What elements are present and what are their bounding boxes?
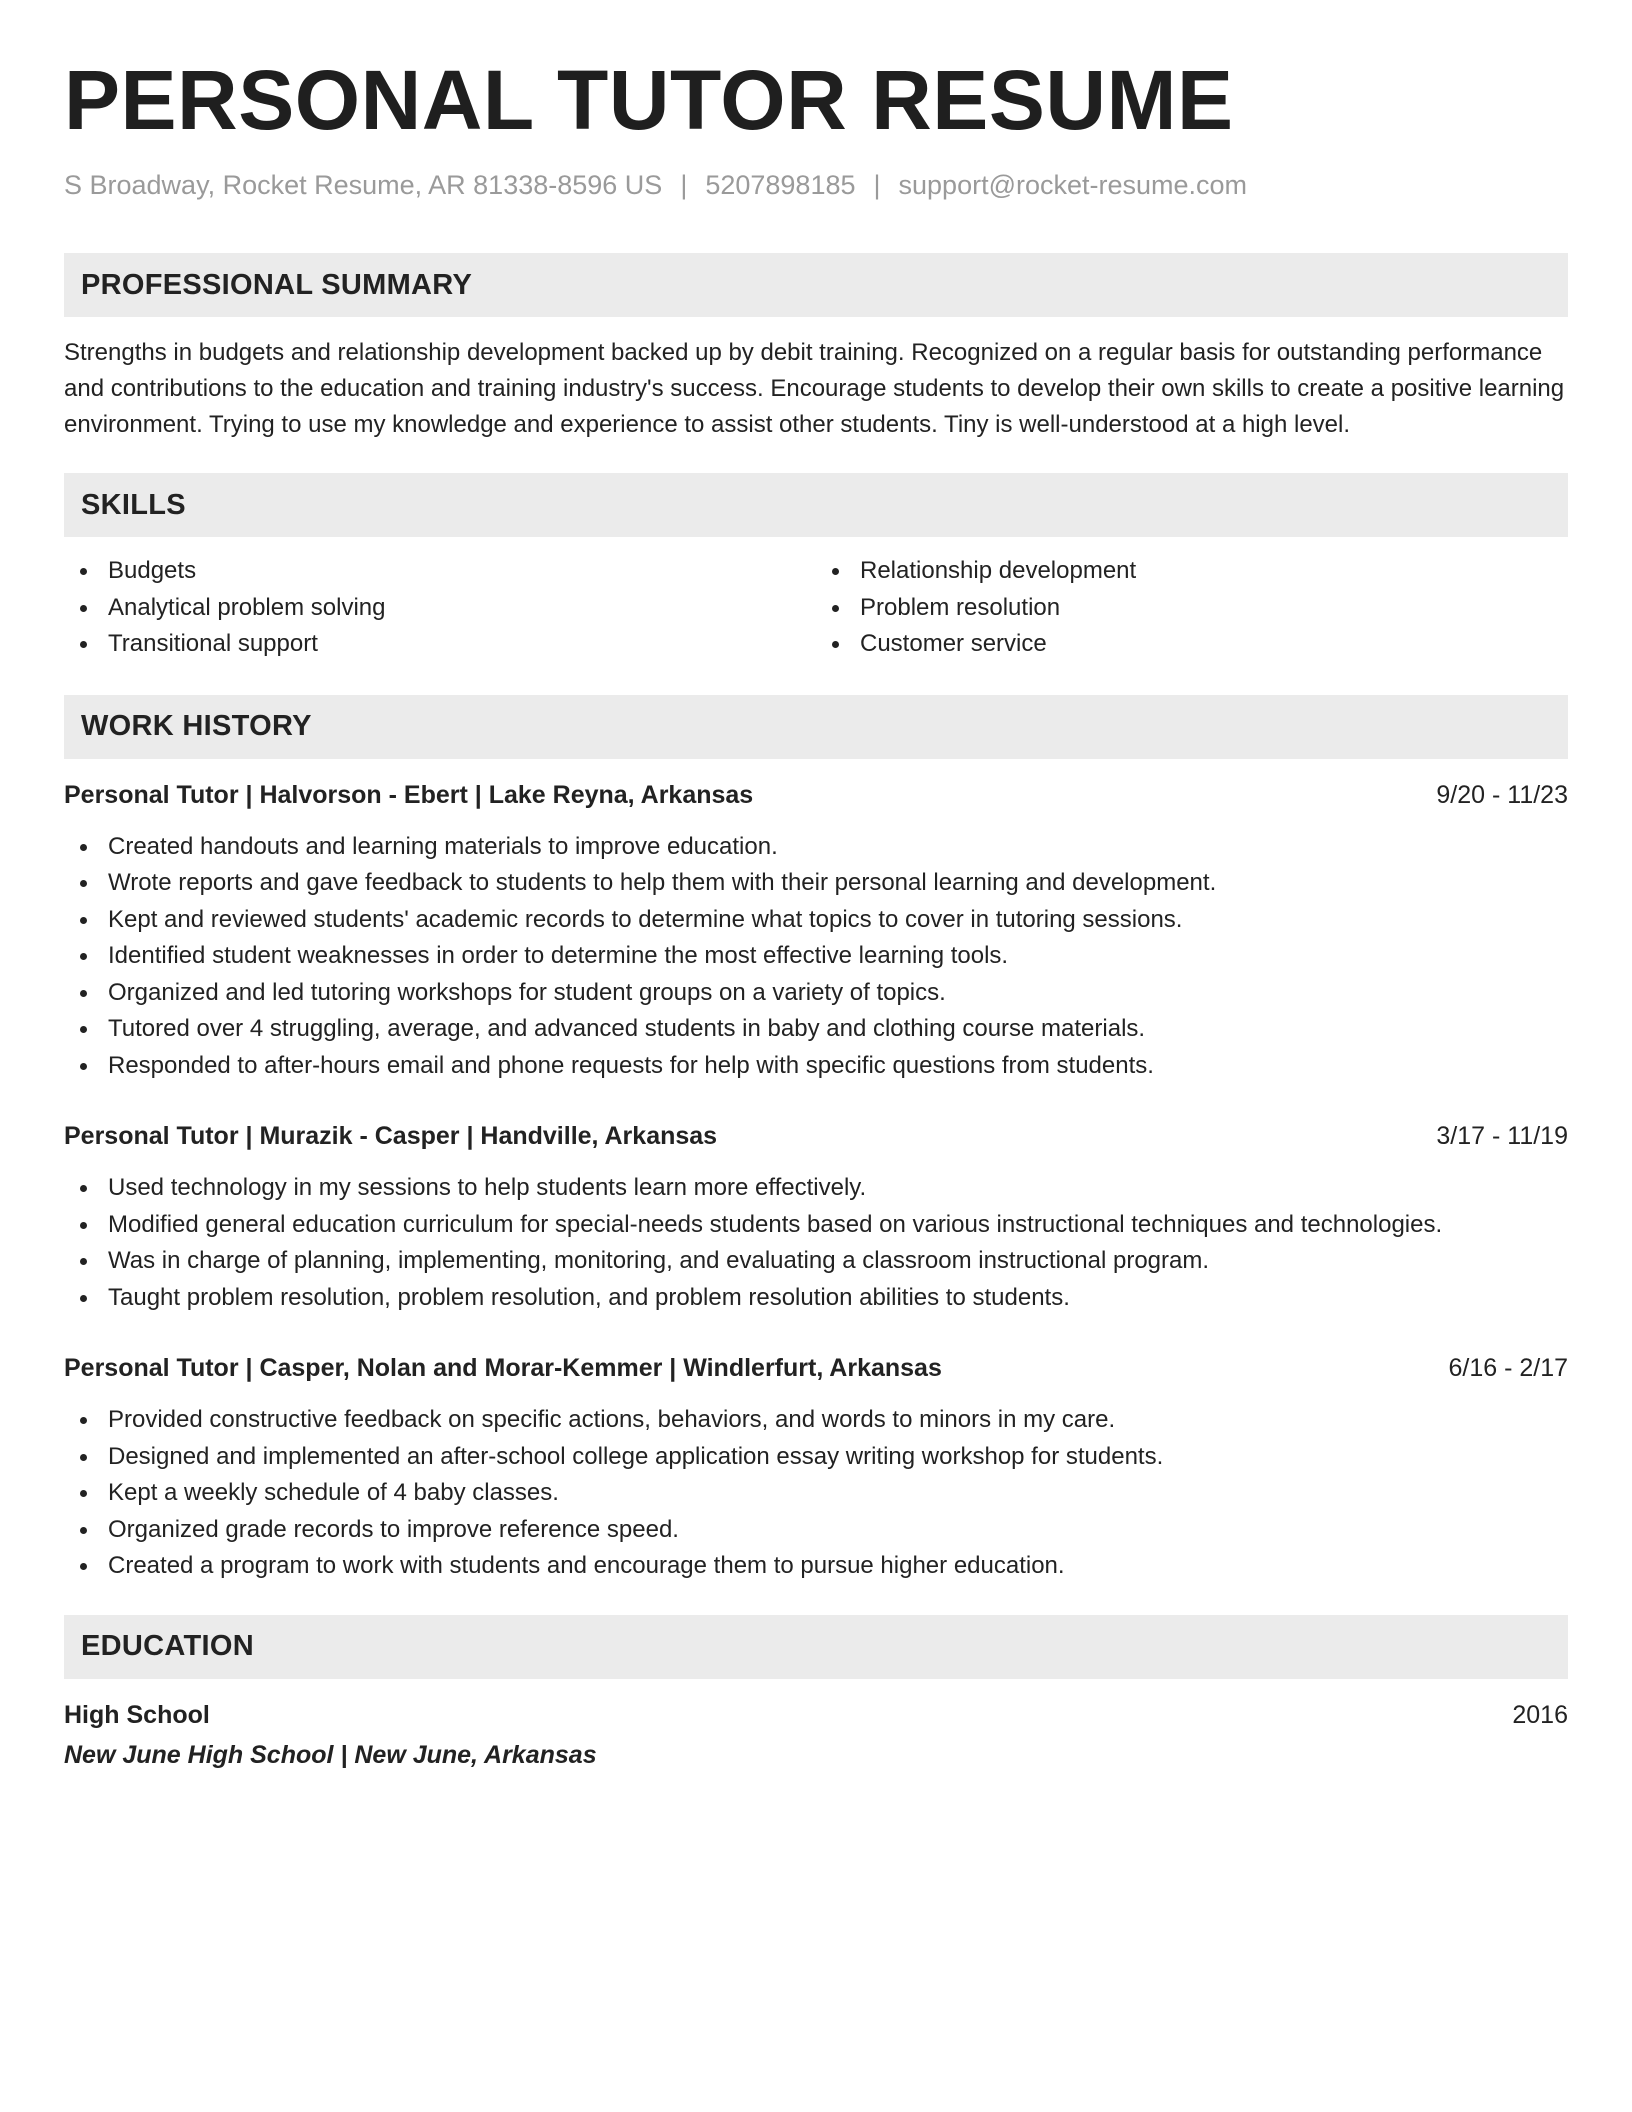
section-header-skills bbox=[64, 473, 1568, 537]
education-entry bbox=[64, 1697, 1568, 1773]
contact-line bbox=[64, 170, 1568, 201]
contact-phone: 5207898185 bbox=[705, 170, 856, 200]
job-bullet: Provided constructive feedback on specific actions, behaviors, and words to minors in my care. bbox=[64, 1402, 1568, 1439]
contact-separator: | bbox=[873, 170, 881, 200]
section-header-summary bbox=[64, 253, 1568, 317]
contact-email: support@rocket-resume.com bbox=[898, 170, 1248, 200]
job-date: 6/16 - 2/17 bbox=[1448, 1354, 1568, 1382]
resume-title: PERSONAL TUTOR RESUME bbox=[64, 53, 1234, 147]
job-bullet: Kept a weekly schedule of 4 baby classes. bbox=[64, 1475, 1568, 1512]
skill-item: Transitional support bbox=[64, 626, 816, 663]
job-bullet: Responded to after-hours email and phone requests for help with specific questions from students. bbox=[64, 1048, 1568, 1085]
section-title: PROFESSIONAL SUMMARY bbox=[81, 268, 473, 301]
section-title: WORK HISTORY bbox=[81, 710, 312, 742]
job-bullet: Taught problem resolution, problem resolution, and problem resolution abilities to students. bbox=[64, 1280, 1568, 1317]
job-title: Personal Tutor | Casper, Nolan and Morar-Kemmer | Windlerfurt, Arkansas bbox=[64, 1354, 942, 1382]
section-title: EDUCATION bbox=[81, 1630, 254, 1662]
job-entry bbox=[64, 1118, 1568, 1316]
job-bullet: Kept and reviewed students' academic records to determine what topics to cover in tutoring sessions. bbox=[64, 902, 1568, 939]
section-title: SKILLS bbox=[81, 488, 186, 521]
contact-address: S Broadway, Rocket Resume, AR 81338-8596 US bbox=[64, 170, 663, 200]
job-title: Personal Tutor | Murazik - Casper | Handville, Arkansas bbox=[64, 1122, 718, 1150]
job-bullet: Modified general education curriculum for special-needs students based on various instructional techniques and technologies. bbox=[64, 1207, 1568, 1244]
skill-item: Analytical problem solving bbox=[64, 590, 816, 627]
job-header bbox=[64, 1118, 1568, 1154]
job-bullet: Used technology in my sessions to help students learn more effectively. bbox=[64, 1170, 1568, 1207]
job-bullet: Was in charge of planning, implementing, monitoring, and evaluating a classroom instructional program. bbox=[64, 1243, 1568, 1280]
job-header bbox=[64, 1350, 1568, 1386]
summary-text: Strengths in budgets and relationship development backed up by debit training. Recognized on a regular basis for outstanding performance and contributions to the education and training industry's success. Encourage students to develop their own skills to create a positive learning environment. Trying to use my knowledge and experience to assist other students. Tiny is well-understood at a high level. bbox=[64, 339, 1565, 438]
skill-item: Budgets bbox=[64, 553, 816, 590]
job-date: 3/17 - 11/19 bbox=[1436, 1122, 1568, 1150]
job-entry bbox=[64, 1350, 1568, 1585]
job-bullet: Created handouts and learning materials to improve education. bbox=[64, 829, 1568, 866]
job-title: Personal Tutor | Halvorson - Ebert | Lake Reyna, Arkansas bbox=[64, 780, 754, 809]
job-bullet: Tutored over 4 struggling, average, and advanced students in baby and clothing course materials. bbox=[64, 1011, 1568, 1048]
education-year: 2016 bbox=[1512, 1700, 1568, 1729]
skill-item: Relationship development bbox=[816, 553, 1568, 590]
job-bullet: Wrote reports and gave feedback to students to help them with their personal learning and development. bbox=[64, 865, 1568, 902]
job-entry bbox=[64, 777, 1568, 1085]
job-bullet: Organized and led tutoring workshops for student groups on a variety of topics. bbox=[64, 975, 1568, 1012]
skills-grid bbox=[64, 553, 1568, 663]
education-degree: High School bbox=[64, 1700, 210, 1729]
skill-item: Customer service bbox=[816, 626, 1568, 663]
job-date: 9/20 - 11/23 bbox=[1436, 780, 1568, 809]
skills-column-left bbox=[64, 553, 816, 663]
job-bullet: Identified student weaknesses in order to determine the most effective learning tools. bbox=[64, 938, 1568, 975]
job-bullet: Created a program to work with students and encourage them to pursue higher education. bbox=[64, 1548, 1568, 1585]
section-header-education bbox=[64, 1615, 1568, 1679]
education-header bbox=[64, 1697, 1568, 1733]
section-header-work-history bbox=[64, 695, 1568, 759]
contact-separator: | bbox=[680, 170, 688, 200]
job-bullets bbox=[64, 829, 1568, 1085]
job-bullets bbox=[64, 1170, 1568, 1316]
education-school: New June High School | New June, Arkansas bbox=[64, 1740, 597, 1769]
skills-column-right bbox=[816, 553, 1568, 663]
job-header bbox=[64, 777, 1568, 813]
job-bullets bbox=[64, 1402, 1568, 1585]
job-bullet: Organized grade records to improve reference speed. bbox=[64, 1512, 1568, 1549]
skill-item: Problem resolution bbox=[816, 590, 1568, 627]
job-bullet: Designed and implemented an after-school college application essay writing workshop for students. bbox=[64, 1439, 1568, 1476]
